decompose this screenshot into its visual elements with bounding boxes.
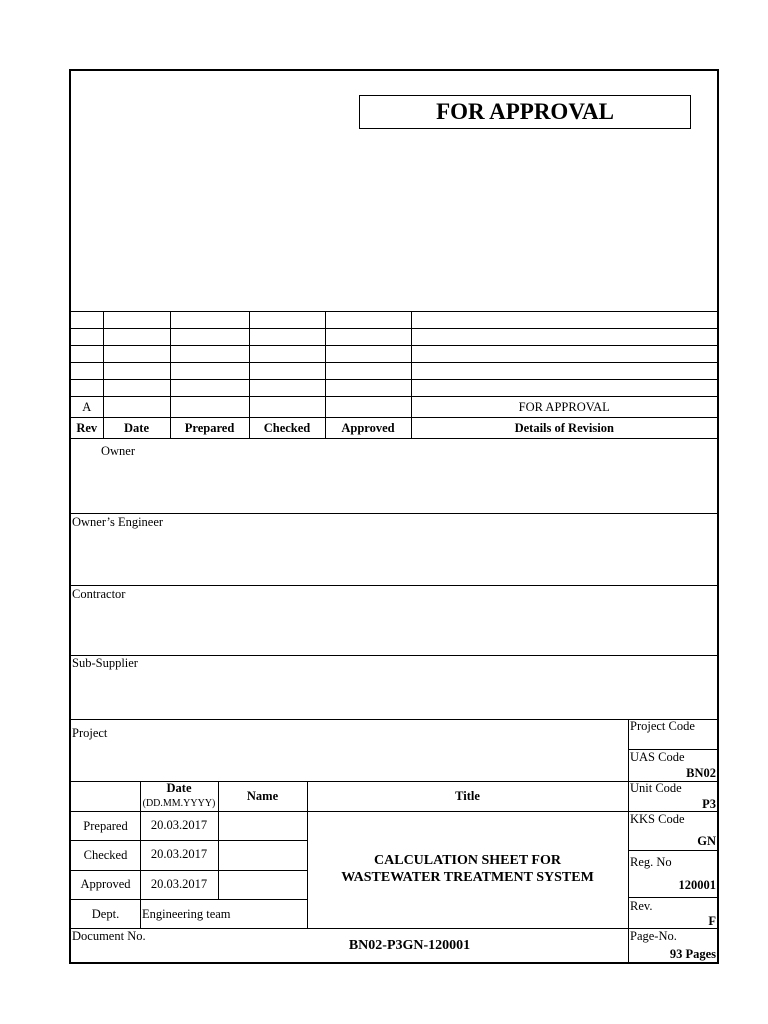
sign-title-header: Title bbox=[455, 789, 480, 803]
revision-blank-row bbox=[71, 346, 717, 363]
contractor-label: Contractor bbox=[72, 587, 126, 601]
revision-blank-row bbox=[71, 380, 717, 397]
prepared-date: 20.03.2017 bbox=[150, 818, 208, 832]
dept-value: Engineering team bbox=[142, 907, 231, 921]
project-code-label: Project Code bbox=[630, 719, 695, 733]
checked-role: Checked bbox=[83, 848, 128, 862]
approval-banner: FOR APPROVAL bbox=[359, 95, 691, 129]
document-title-line1: CALCULATION SHEET FOR bbox=[374, 853, 561, 868]
divider-project bbox=[71, 719, 717, 720]
document-frame bbox=[69, 69, 719, 964]
checked-header: Checked bbox=[249, 418, 325, 439]
pages-value: 93 Pages bbox=[669, 947, 716, 961]
project-label: Project bbox=[72, 726, 108, 740]
divider-contractor bbox=[71, 585, 717, 586]
divider-sub-supplier bbox=[71, 655, 717, 656]
prepared-role: Prepared bbox=[83, 819, 128, 833]
revision-details-cell: FOR APPROVAL bbox=[411, 397, 717, 418]
kks-code-label: KKS Code bbox=[630, 812, 685, 826]
sign-divider-dept bbox=[71, 899, 307, 900]
reg-no-value: 120001 bbox=[678, 878, 716, 892]
sign-date-header: Date bbox=[166, 781, 192, 795]
revision-row-a bbox=[71, 397, 717, 418]
rev-header: Rev bbox=[71, 418, 103, 439]
sign-divider-approved bbox=[71, 870, 307, 871]
approved-role: Approved bbox=[80, 877, 131, 891]
reg-no-label: Reg. No bbox=[630, 855, 672, 869]
approved-date: 20.03.2017 bbox=[150, 877, 208, 891]
unit-code-label: Unit Code bbox=[630, 781, 682, 795]
page-no-label: Page-No. bbox=[630, 929, 677, 943]
details-header: Details of Revision bbox=[411, 418, 717, 439]
sign-name-header: Name bbox=[246, 789, 279, 803]
checked-date: 20.03.2017 bbox=[150, 847, 208, 861]
dept-label: Dept. bbox=[91, 907, 120, 921]
revision-header-row bbox=[71, 418, 717, 439]
codes-column-divider bbox=[628, 719, 629, 962]
sign-divider-checked bbox=[71, 840, 307, 841]
rev-label: Rev. bbox=[630, 899, 653, 913]
divider-owners-engineer bbox=[71, 513, 717, 514]
owner-label: Owner bbox=[101, 444, 136, 458]
prepared-header: Prepared bbox=[170, 418, 249, 439]
revision-blank-row bbox=[71, 363, 717, 380]
document-number: BN02-P3GN-120001 bbox=[348, 938, 471, 953]
sub-supplier-label: Sub-Supplier bbox=[72, 656, 138, 670]
document-title-line2: WASTEWATER TREATMENT SYSTEM bbox=[341, 870, 594, 885]
sign-divider-prepared bbox=[71, 811, 628, 812]
revision-blank-row bbox=[71, 312, 717, 329]
document-no-label: Document No. bbox=[72, 929, 146, 943]
rev-value: F bbox=[708, 914, 716, 928]
sign-date-format: (DD.MM.YYYY) bbox=[142, 798, 216, 809]
divider-reg-no bbox=[628, 850, 717, 851]
unit-code-value: P3 bbox=[702, 797, 716, 811]
date-header: Date bbox=[103, 418, 170, 439]
approved-header: Approved bbox=[325, 418, 411, 439]
uas-code-value: BN02 bbox=[686, 766, 716, 780]
divider-document-no bbox=[71, 928, 717, 929]
owners-engineer-label: Owner’s Engineer bbox=[72, 515, 164, 529]
revision-rev-cell: A bbox=[71, 397, 103, 418]
uas-code-label: UAS Code bbox=[630, 750, 685, 764]
revision-table bbox=[71, 311, 717, 439]
kks-code-value: GN bbox=[697, 834, 716, 848]
revision-blank-row bbox=[71, 329, 717, 346]
divider-rev bbox=[628, 897, 717, 898]
